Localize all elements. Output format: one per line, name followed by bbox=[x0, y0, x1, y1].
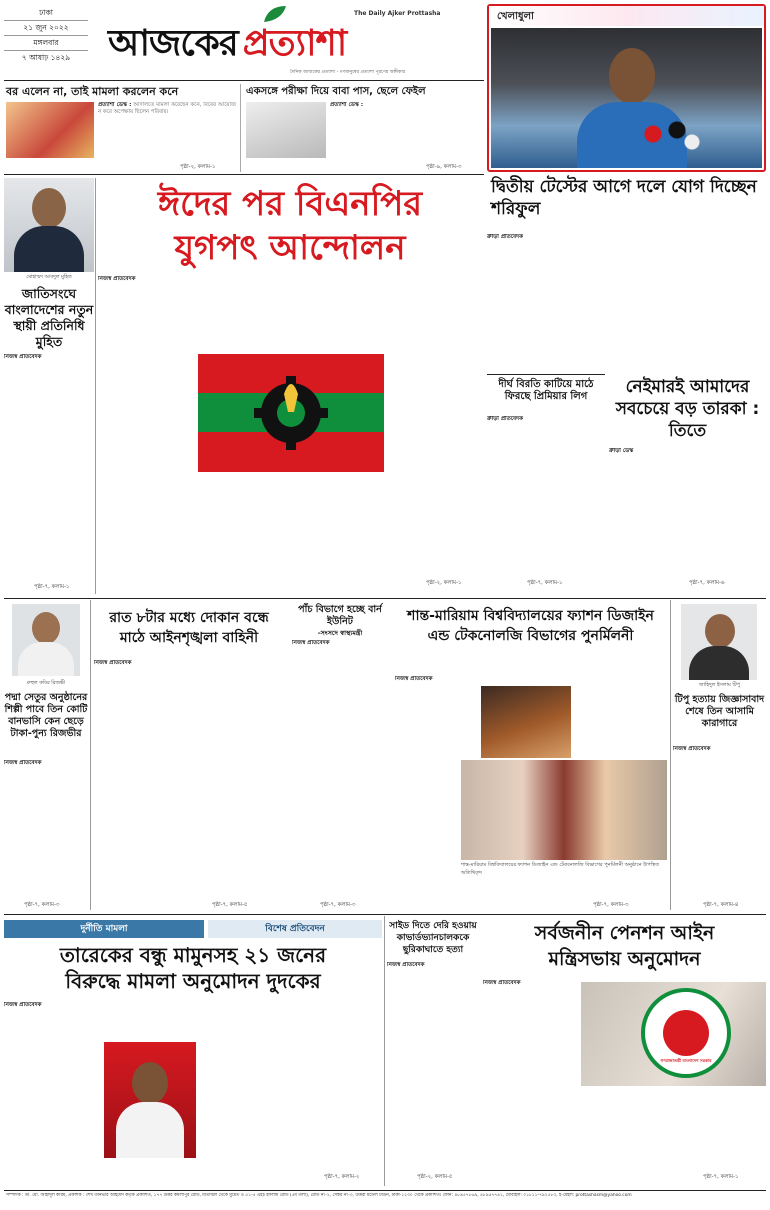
divider bbox=[670, 600, 671, 910]
player-head bbox=[609, 48, 655, 104]
cover-van-story bbox=[387, 916, 479, 1188]
headline[interactable]: জাতিসংঘে বাংলাদেশের নতুন স্থায়ী প্রতিনিধি মুহিত bbox=[4, 286, 94, 349]
headline[interactable]: রাত ৮টার মধ্যে দোকান বন্ধে মাঠে আইনশৃঙ্খলা বাহিনী bbox=[109, 610, 269, 646]
continued-label[interactable]: পৃষ্ঠা-৭, কলাম-৫ bbox=[212, 902, 248, 908]
body-text-placeholder: আদালতে মামলা করেছেন কনে, বিয়ের আয়োজন করে অপেক্ষায় ছিলেন পরিবার। bbox=[98, 102, 236, 116]
seal-disc bbox=[663, 1010, 709, 1056]
continued-label[interactable]: পৃষ্ঠা-৯, কলাম-৩ bbox=[426, 164, 462, 170]
premier-story bbox=[487, 374, 605, 594]
wedding-photo bbox=[6, 102, 94, 158]
headline-line1[interactable]: তারেকের বন্ধু মামুনসহ ২১ জনের bbox=[59, 943, 327, 967]
byline: নিজস্ব প্রতিবেদক bbox=[395, 676, 433, 682]
logo-english: The Daily Ajker Prottasha bbox=[354, 10, 441, 17]
mamun-face bbox=[132, 1062, 168, 1104]
tab-special[interactable] bbox=[208, 920, 382, 938]
photo-caption: শান্ত-মারিয়াম বিশ্ববিদ্যালয়ের ফ্যাশন ডিজাইন এন্ড টেকনোলজি বিভাগের পুনর্মিলনী অনুষ্ঠানে উপস্থিত অতিথিবৃন্দ bbox=[461, 862, 659, 876]
continued-label[interactable]: পৃষ্ঠা-২, কলাম-১ bbox=[180, 164, 216, 170]
bnp-flag-emblem-icon bbox=[198, 354, 384, 472]
city-label: ঢাকা bbox=[4, 6, 88, 21]
rizvi-photo bbox=[12, 604, 80, 676]
lead-headline-line1[interactable]: ঈদের পর বিএনপির bbox=[157, 184, 423, 224]
tab-label: দুর্নীতি মামলা bbox=[80, 924, 128, 934]
burn-unit-story bbox=[290, 600, 390, 912]
sports-section bbox=[487, 4, 766, 172]
continued-label[interactable]: পৃষ্ঠা-৭, কলাম-৩ bbox=[320, 902, 356, 908]
tipu-story bbox=[673, 600, 766, 912]
divider bbox=[4, 598, 766, 599]
sports-banner bbox=[489, 6, 764, 26]
byline: নিজস্ব প্রতিবেদক bbox=[4, 1002, 42, 1008]
date-bengali: ৭ আষাঢ় ১৪২৯ bbox=[21, 53, 71, 62]
continued-label[interactable]: পৃষ্ঠা-৭, কলাম-৬ bbox=[689, 580, 725, 586]
muhit-photo bbox=[4, 178, 94, 272]
photo-caption: রুহুল কবির রিজভী bbox=[26, 680, 66, 686]
divider bbox=[4, 914, 766, 915]
headline[interactable]: দীর্ঘ বিরতি কাটিয়ে মাঠে ফিরছে প্রিমিয়ার লিগ bbox=[487, 374, 605, 406]
date-panel bbox=[4, 6, 88, 78]
byline: নিজস্ব প্রতিবেদক bbox=[4, 354, 42, 360]
fashion-story bbox=[393, 600, 668, 912]
lead-headline-line2[interactable]: যুগপৎ আন্দোলন bbox=[174, 228, 406, 268]
byline: নিজস্ব প্রতিবেদক bbox=[483, 980, 521, 986]
bnp-flag bbox=[198, 354, 384, 472]
divider bbox=[4, 1190, 766, 1191]
divider bbox=[90, 600, 91, 910]
neymar-story bbox=[609, 374, 766, 594]
byline: নিজস্ব প্রতিবেদক bbox=[98, 276, 136, 282]
byline: নিজস্ব প্রতিবেদক bbox=[94, 660, 132, 666]
shoriful-photo bbox=[491, 28, 762, 168]
fashion-models-photo bbox=[461, 760, 667, 860]
headline[interactable]: দ্বিতীয় টেস্টের আগে দলে যোগ দিচ্ছেন শরিফুল bbox=[491, 177, 757, 219]
lead-story bbox=[96, 176, 484, 596]
microphones bbox=[641, 118, 701, 158]
continued-label[interactable]: পৃষ্ঠা-৭, কলাম-১ bbox=[34, 584, 70, 590]
logo-leaf-icon bbox=[262, 4, 288, 28]
byline: নিজস্ব প্রতিবেদক bbox=[387, 962, 425, 968]
divider bbox=[384, 916, 385, 1186]
continued-label[interactable]: পৃষ্ঠা-৭, কলাম-৩ bbox=[24, 902, 60, 908]
headline[interactable]: একসঙ্গে পরীক্ষা দিয়ে বাবা পাস, ছেলে ফেইল bbox=[246, 86, 426, 97]
imprint-footer: সম্পাদক : ডা. মো. আহাদুল করিম, প্রকাশক : শেখ তানভীর আহমেদ কর্তৃক প্রকাশিত, ১৭৭ উত্তর কমলাপুর রোড, মতিঝিল থেকে মুদ্রিত ও ৫১-৫ এইচ ইসলাম রোড (৫ম তলা), রোড নং-২, সেক্টর নং-৩, উত্তরা মডেল টাউন, ঢাকা-১২৩০ থেকে প্রকাশিত। ফোন: ৪৮৯৫৭৮৬৯, ৪৮৯৫৭৭৪১, মোবাইল: ০১৮১১-৭৯২৫৮৩, ই-মেইল: prottashasm@yahoo.com bbox=[6, 1193, 632, 1198]
headline[interactable]: সাইড দিতে দেরি হওয়ায় কাভার্ডভ্যানচালককে ছুরিকাঘাতে হত্যা bbox=[389, 921, 477, 955]
divider bbox=[4, 80, 484, 81]
byline: প্রত্যাশা ডেস্ক : bbox=[98, 102, 132, 108]
divider bbox=[240, 84, 241, 172]
continued-label[interactable]: পৃষ্ঠা-২, কলাম-১ bbox=[426, 580, 462, 586]
masthead bbox=[0, 0, 484, 82]
tipu-suit bbox=[689, 646, 749, 680]
logo-word-2: প্রত্যাশা bbox=[242, 22, 347, 64]
tipu-photo bbox=[681, 604, 757, 680]
byline: নিজস্ব প্রতিবেদক bbox=[673, 746, 711, 752]
continued-label[interactable]: পৃষ্ঠা-৭, কলাম-৪ bbox=[703, 902, 739, 908]
rizvi-story bbox=[4, 600, 88, 912]
fashion-speaker-photo bbox=[481, 686, 571, 758]
govt-seal-icon bbox=[641, 988, 731, 1078]
byline: নিজস্ব প্রতিবেদক bbox=[4, 760, 42, 766]
headline[interactable]: বর এলেন না, তাই মামলা করলেন কনে bbox=[6, 85, 179, 98]
byline: ক্রীড়া প্রতিবেদক bbox=[487, 416, 524, 422]
headline[interactable]: টিপু হত্যায় জিজ্ঞাসাবাদ শেষে তিন আসামি কারাগারে bbox=[674, 694, 765, 729]
headline-line2[interactable]: বিরুদ্ধে মামলা অনুমোদন দুদকের bbox=[65, 969, 321, 993]
exam-photo bbox=[246, 102, 326, 158]
photo-caption: জাহিদুল ইসলাম টিপু bbox=[699, 682, 740, 688]
muhit-face bbox=[32, 188, 66, 228]
continued-label[interactable]: পৃষ্ঠা-৭, কলাম-৩ bbox=[593, 902, 629, 908]
continued-label[interactable]: পৃষ্ঠা-৭, কলাম-২ bbox=[324, 1174, 360, 1180]
seal-text: গণপ্রজাতন্ত্রী বাংলাদেশ সরকার bbox=[660, 1058, 712, 1063]
logo-word-1: আজকের bbox=[108, 22, 238, 64]
divider bbox=[4, 174, 484, 175]
divider bbox=[95, 178, 96, 594]
mamun-shirt bbox=[116, 1102, 184, 1158]
tagline: দৈনিক আজকের প্রত্যাশা - গণমানুষের প্রত্যাশা পূরণের অঙ্গীকার bbox=[290, 70, 406, 75]
rizvi-shirt bbox=[18, 642, 74, 676]
shops-story bbox=[92, 600, 286, 912]
tab-label: বিশেষ প্রতিবেদন bbox=[265, 924, 325, 934]
acc-story bbox=[4, 916, 382, 1188]
headline-line2[interactable]: মন্ত্রিসভায় অনুমোদন bbox=[548, 948, 701, 970]
pension-story bbox=[483, 916, 766, 1188]
sports-banner-label: খেলাধুলা bbox=[497, 11, 534, 22]
headline[interactable]: শান্ত-মারিয়াম বিশ্ববিদ্যালয়ের ফ্যাশন ডিজাইন এন্ড টেকনোলজি বিভাগের পুনর্মিলনী bbox=[407, 608, 654, 644]
continued-label[interactable]: পৃষ্ঠা-২, কলাম-৫ bbox=[417, 1174, 453, 1180]
muhit-suit bbox=[14, 226, 84, 272]
top-story-1 bbox=[4, 82, 238, 174]
photo-caption: মোহাম্মদ আবদুল মুহিত bbox=[26, 274, 72, 280]
continued-label[interactable]: পৃষ্ঠা-৭, কলাম-১ bbox=[703, 1174, 739, 1180]
pension-photo bbox=[581, 982, 766, 1086]
weekday-label: মঙ্গলবার bbox=[4, 36, 88, 51]
byline: ক্রীড়া প্রতিবেদক bbox=[487, 234, 524, 240]
headline[interactable]: নেইমারই আমাদের সবচেয়ে বড় তারকা : তিতে bbox=[615, 377, 760, 441]
headline[interactable]: পদ্মা সেতুর অনুষ্ঠানের শিল্পী পাবে তিন কোটি বানভাসি কেন ছেড়ে টাকা-পুন্য রিজভীর bbox=[4, 692, 88, 739]
top-story-2 bbox=[244, 82, 482, 174]
subheadline: -সংসদে স্বাস্থ্যমন্ত্রী bbox=[317, 629, 363, 637]
headline[interactable]: পাঁচ বিভাগে হচ্ছে বার্ন ইউনিট bbox=[298, 604, 382, 627]
tipu-face bbox=[705, 614, 735, 648]
un-story bbox=[4, 178, 94, 596]
tab-corruption[interactable] bbox=[4, 920, 204, 938]
byline: প্রত্যাশা ডেস্ক : bbox=[330, 102, 364, 108]
continued-label[interactable]: পৃষ্ঠা-৭, কলাম-১ bbox=[527, 580, 563, 586]
shoriful-story bbox=[487, 174, 766, 374]
byline: ক্রীড়া ডেস্ক bbox=[609, 448, 634, 454]
byline: নিজস্ব প্রতিবেদক bbox=[292, 640, 330, 646]
rizvi-face bbox=[32, 612, 60, 644]
mamun-photo bbox=[104, 1042, 196, 1158]
headline-line1[interactable]: সর্বজনীন পেনশন আইন bbox=[534, 922, 715, 944]
date-gregorian: ২১ জুন ২০২২ bbox=[4, 21, 88, 36]
